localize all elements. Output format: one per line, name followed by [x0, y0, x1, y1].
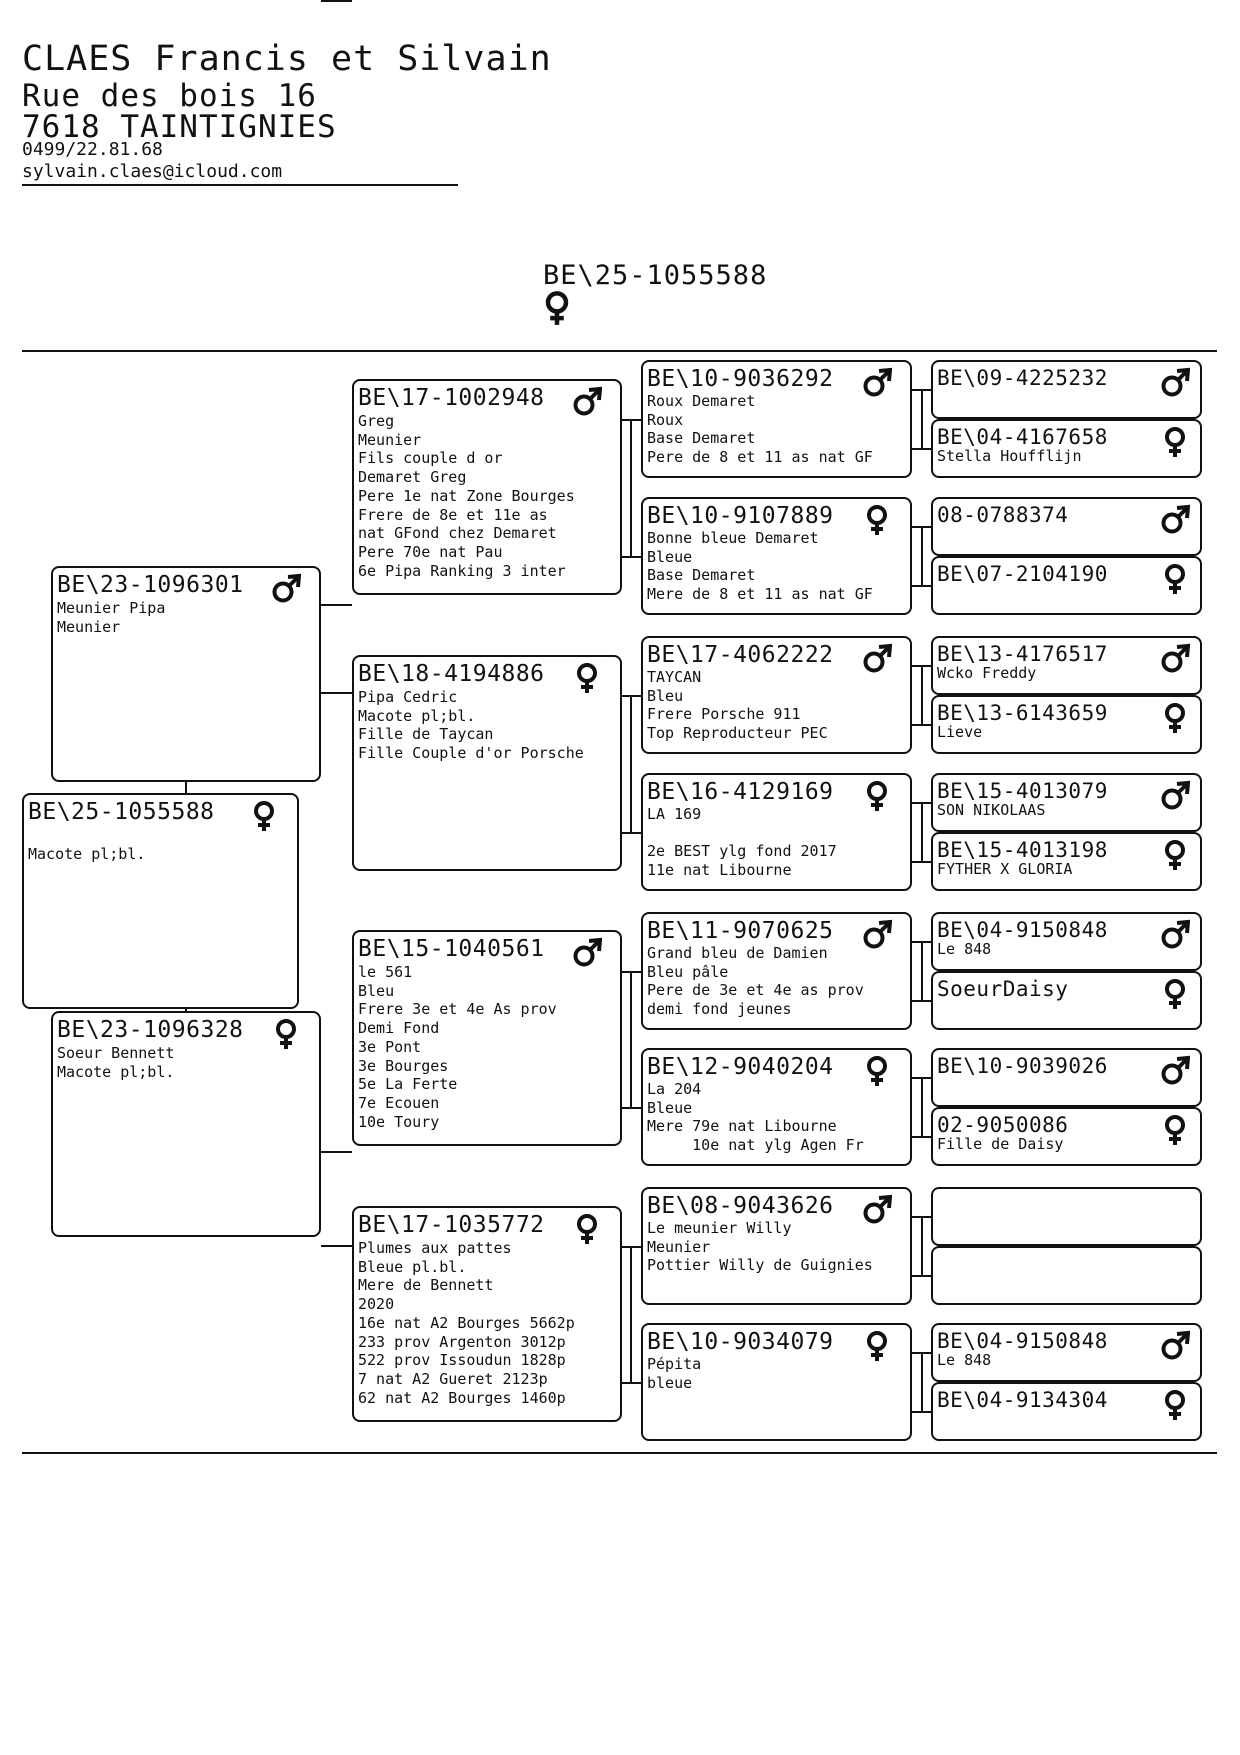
pigeon-card-g4-8 — [641, 1323, 912, 1441]
ring-number: BE\15-4013079 — [937, 779, 1108, 803]
connector-line — [185, 782, 187, 793]
ring-number: BE\04-9150848 — [937, 1329, 1108, 1353]
connector-line — [921, 941, 923, 1002]
male-icon — [1160, 1055, 1190, 1087]
connector-line — [630, 419, 632, 558]
connector-line — [630, 1382, 641, 1384]
pigeon-details: le 561 Bleu Frere 3e et 4e As prov Demi Fond 3e Pont 3e Bourges 5e La Ferte 7e Ecouen 10e Toury — [358, 963, 557, 1131]
pigeon-card-g2-1 — [51, 566, 321, 782]
connector-line — [622, 556, 630, 558]
connector-line — [622, 419, 630, 421]
pigeon-details: SON NIKOLAAS — [937, 801, 1046, 819]
ring-number: BE\25-1055588 — [28, 799, 215, 825]
pigeon-details: Pépita bleue — [647, 1355, 702, 1392]
connector-line — [630, 1246, 641, 1248]
pigeon-card-g3-4 — [352, 1206, 622, 1422]
connector-line — [630, 971, 641, 973]
pigeon-details: Bonne bleue Demaret Bleue Base Demaret Mere de 8 et 11 as nat GF — [647, 529, 873, 604]
ring-number: BE\12-9040204 — [647, 1054, 834, 1080]
pigeon-details: Pipa Cedric Macote pl;bl. Fille de Taycan Fille Couple d'or Porsche — [358, 688, 584, 763]
ring-number: BE\11-9070625 — [647, 918, 834, 944]
pigeon-card-g5-4 — [931, 556, 1202, 615]
pigeon-details: Wcko Freddy — [937, 664, 1037, 682]
connector-line — [622, 832, 630, 834]
pigeon-card-g4-7 — [641, 1187, 912, 1305]
connector-line — [622, 1246, 630, 1248]
ring-number: SoeurDaisy — [937, 977, 1069, 1001]
connector-line — [622, 1382, 630, 1384]
ring-number: BE\10-9039026 — [937, 1054, 1108, 1078]
pigeon-details: Fille de Daisy — [937, 1135, 1064, 1153]
ring-number: BE\23-1096301 — [57, 572, 244, 598]
connector-line — [630, 1107, 641, 1109]
pigeon-card-g3-1 — [352, 379, 622, 595]
owner-email: sylvain.claes@icloud.com — [22, 161, 283, 182]
ring-number: BE\04-4167658 — [937, 425, 1108, 449]
ring-number: BE\08-9043626 — [647, 1193, 834, 1219]
pigeon-card-g5-6 — [931, 695, 1202, 754]
pigeon-details: Roux Demaret Roux Base Demaret Pere de 8 et 11 as nat GF — [647, 392, 873, 467]
connector-line — [921, 802, 923, 863]
pigeon-card-g3-3 — [352, 930, 622, 1146]
pigeon-details: Le 848 — [937, 940, 992, 958]
ring-number: BE\10-9107889 — [647, 503, 834, 529]
male-icon — [1160, 504, 1190, 536]
connector-line — [630, 556, 641, 558]
pigeon-card-g4-2 — [641, 497, 912, 615]
pigeon-card-g5-5 — [931, 636, 1202, 695]
pigeon-details: Grand bleu de Damien Bleu pâle Pere de 3e et 4e as prov demi fond jeunes — [647, 944, 864, 1019]
pigeon-card-g2-2 — [51, 1011, 321, 1237]
pigeon-details: Macote pl;bl. — [28, 844, 146, 863]
ring-number: BE\16-4129169 — [647, 779, 834, 805]
pigeon-card-g4-6 — [641, 1048, 912, 1166]
owner-underline — [22, 184, 458, 186]
female-icon — [540, 290, 574, 326]
pigeon-card-g3-2 — [352, 655, 622, 871]
pigeon-details: FYTHER X GLORIA — [937, 860, 1073, 878]
pigeon-card-g1 — [22, 793, 299, 1009]
owner-name: CLAES Francis et Silvain — [22, 39, 552, 79]
top-divider — [22, 350, 1217, 352]
pigeon-card-g5-8 — [931, 832, 1202, 891]
ring-number: BE\18-4194886 — [358, 661, 545, 687]
connector-line — [921, 665, 923, 726]
pigeon-card-g4-4 — [641, 773, 912, 891]
owner-city: 7618 TAINTIGNIES — [22, 109, 337, 145]
pigeon-details: Le 848 — [937, 1351, 992, 1369]
connector-line — [321, 0, 352, 2]
ring-number: BE\04-9134304 — [937, 1388, 1108, 1412]
connector-line — [321, 1245, 352, 1247]
connector-line — [622, 695, 630, 697]
ring-number: BE\07-2104190 — [937, 562, 1108, 586]
pigeon-card-g5-3 — [931, 497, 1202, 556]
female-icon — [1160, 978, 1190, 1010]
pigeon-card-g5-2 — [931, 419, 1202, 478]
ring-number: BE\17-4062222 — [647, 642, 834, 668]
pigeon-card-g5-13 — [931, 1187, 1202, 1246]
female-icon — [1160, 563, 1190, 595]
pigeon-details: Stella Houfflijn — [937, 447, 1082, 465]
pigeon-details: TAYCAN Bleu Frere Porsche 911 Top Reproducteur PEC — [647, 668, 828, 743]
pigeon-card-g5-15 — [931, 1323, 1202, 1382]
connector-line — [630, 695, 632, 834]
pigeon-details: Soeur Bennett Macote pl;bl. — [57, 1044, 175, 1081]
connector-line — [921, 1352, 923, 1413]
pigeon-details: Le meunier Willy Meunier Pottier Willy de Guignies — [647, 1219, 873, 1275]
ring-number: BE\04-9150848 — [937, 918, 1108, 942]
pigeon-card-g5-7 — [931, 773, 1202, 832]
male-icon — [1160, 367, 1190, 399]
ring-number: BE\13-6143659 — [937, 701, 1108, 725]
pigeon-details: Greg Meunier Fils couple d or Demaret Greg Pere 1e nat Zone Bourges Frere de 8e et 11e as nat GFond chez Demaret Pere 70e nat Pau 6e Pipa Ranking 3 inter — [358, 412, 575, 580]
pigeon-details: Plumes aux pattes Bleue pl.bl. Mere de Bennett 2020 16e nat A2 Bourges 5662p 233 prov Argenton 3012p 522 prov Issoudun 1828p 7 nat A2 Gueret 2123p 62 nat A2 Bourges 1460p — [358, 1239, 575, 1407]
pigeon-card-g5-10 — [931, 971, 1202, 1030]
pigeon-card-g5-1 — [931, 360, 1202, 419]
pigeon-details: Meunier Pipa Meunier — [57, 599, 166, 636]
pigeon-card-g5-12 — [931, 1107, 1202, 1166]
pigeon-card-g5-9 — [931, 912, 1202, 971]
pigeon-card-g5-11 — [931, 1048, 1202, 1107]
ring-number: 08-0788374 — [937, 503, 1069, 527]
ring-number: BE\17-1002948 — [358, 385, 545, 411]
ring-number: 02-9050086 — [937, 1113, 1069, 1137]
bottom-divider — [22, 1452, 1217, 1454]
ring-number: BE\15-1040561 — [358, 936, 545, 962]
pigeon-card-g4-3 — [641, 636, 912, 754]
connector-line — [630, 1246, 632, 1384]
ring-number: BE\10-9036292 — [647, 366, 834, 392]
pigeon-details: Lieve — [937, 723, 983, 741]
connector-line — [630, 832, 641, 834]
connector-line — [321, 692, 352, 694]
connector-line — [630, 971, 632, 1109]
ring-number: BE\10-9034079 — [647, 1329, 834, 1355]
subject-ring-number: BE\25-1055588 — [543, 260, 768, 291]
connector-line — [921, 389, 923, 450]
connector-line — [630, 695, 641, 697]
pigeon-card-g5-16 — [931, 1382, 1202, 1441]
connector-line — [321, 1151, 352, 1153]
owner-phone: 0499/22.81.68 — [22, 139, 163, 160]
pigeon-card-g4-5 — [641, 912, 912, 1030]
ring-number: BE\23-1096328 — [57, 1017, 244, 1043]
connector-line — [921, 1077, 923, 1138]
connector-line — [921, 1216, 923, 1277]
connector-line — [630, 419, 641, 421]
pigeon-details: La 204 Bleue Mere 79e nat Libourne 10e nat ylg Agen Fr — [647, 1080, 864, 1155]
owner-street: Rue des bois 16 — [22, 78, 317, 114]
connector-line — [321, 604, 352, 606]
ring-number: BE\15-4013198 — [937, 838, 1108, 862]
connector-line — [622, 1107, 630, 1109]
ring-number: BE\13-4176517 — [937, 642, 1108, 666]
ring-number: BE\09-4225232 — [937, 366, 1108, 390]
ring-number: BE\17-1035772 — [358, 1212, 545, 1238]
connector-line — [622, 971, 630, 973]
pigeon-card-g5-14 — [931, 1246, 1202, 1305]
female-icon — [1160, 1389, 1190, 1421]
pigeon-card-g4-1 — [641, 360, 912, 478]
connector-line — [921, 526, 923, 587]
pigeon-details: LA 169 2e BEST ylg fond 2017 11e nat Libourne — [647, 805, 837, 880]
